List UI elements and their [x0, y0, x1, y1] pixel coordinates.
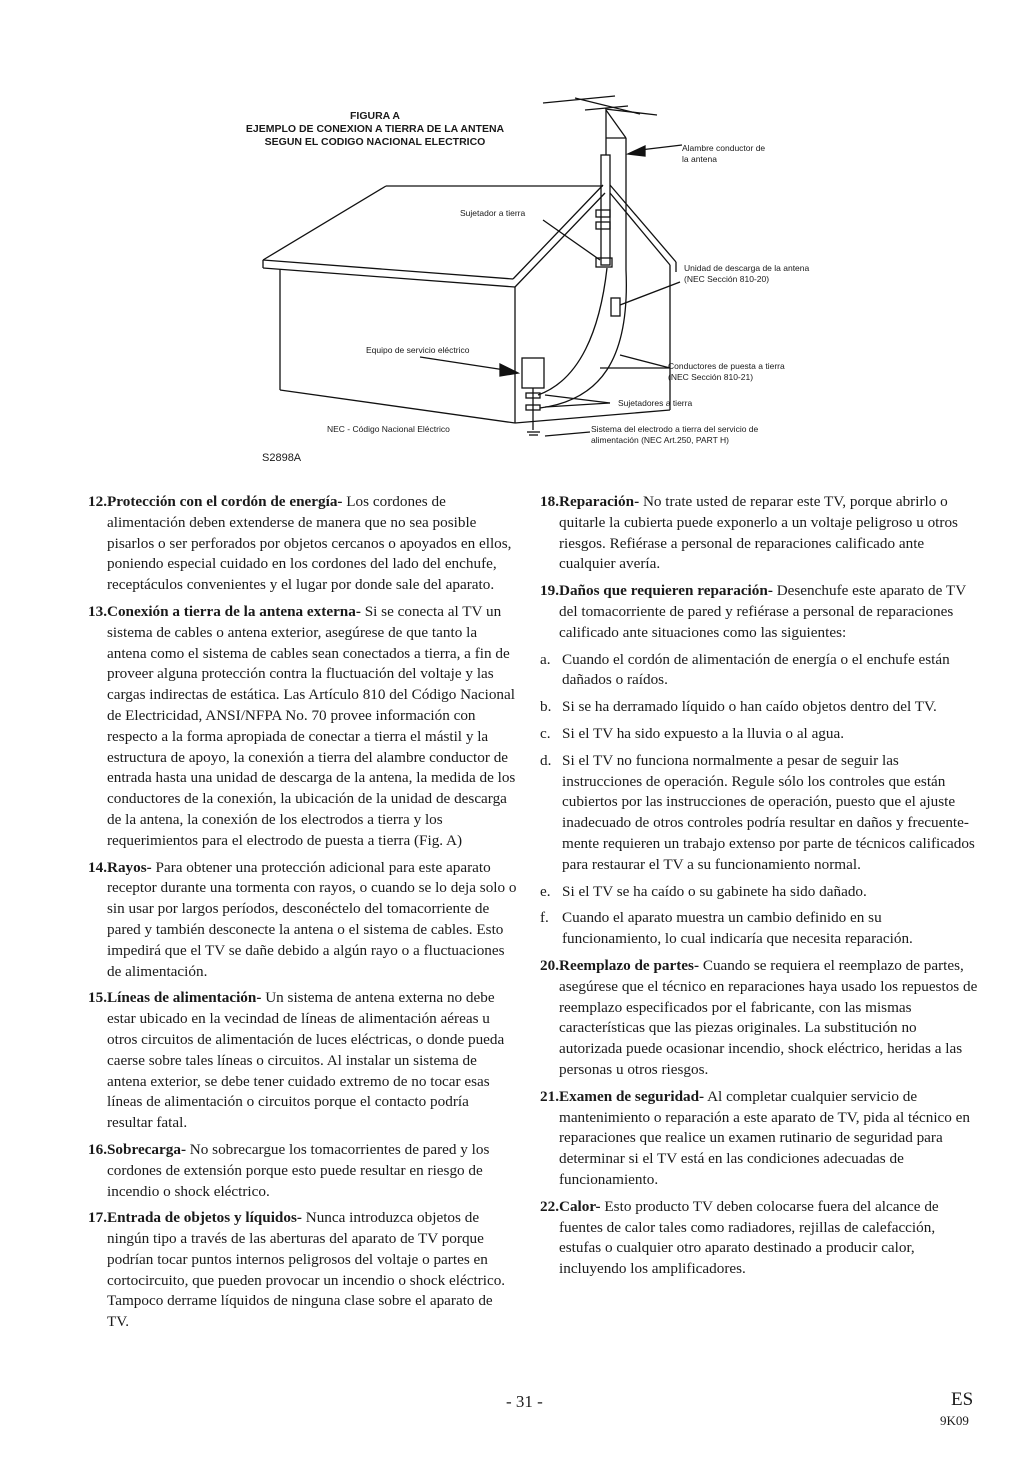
label-electrode-system — [591, 424, 758, 446]
sub-item-text: Si se ha derramado líquido o han caído objetos dentro del TV. — [562, 698, 937, 716]
left-column — [88, 492, 518, 1339]
item-body: Esto producto TV deben colocarse fuera del alcance de fuentes de calor tales como radiadores, rejillas de calefacción, estufas o cualquier otro aparato destinado a producir calor, incluyendo los amplificadores. — [559, 1197, 939, 1278]
sub-item-e — [540, 882, 980, 903]
sub-item-letter: c. — [540, 724, 551, 742]
item-body: Cuando se requiera el reemplazo de partes, asegúrese que el técnico en reparaciones haya usado los repuestos de reemplazo especificados por el fabricante, con las mismas características que las piezas originales. La substitución no autorizada puede ocasionar incendio, shock eléctrico, heridas a las personas u otros riesgos. — [559, 956, 978, 1078]
item-number: 16. — [88, 1140, 107, 1158]
label-line: (NEC Sección 810-20) — [684, 274, 770, 284]
sub-item-text: Si el TV se ha caído o su gabinete ha sido dañado. — [562, 882, 867, 900]
sub-item-text: Cuando el cordón de alimentación de energía o el enchufe están dañados o raídos. — [562, 650, 950, 689]
item-number: 14. — [88, 858, 107, 876]
item-number: 17. — [88, 1209, 107, 1227]
figure-title-line: EJEMPLO DE CONEXION A TIERRA DE LA ANTENA — [245, 123, 505, 135]
item-number: 20. — [540, 956, 559, 974]
figure-title-line: SEGUN EL CODIGO NACIONAL ELECTRICO — [264, 136, 486, 148]
item-title: Sobrecarga- — [106, 1140, 186, 1158]
item-body: Nunca introduzca objetos de ningún tipo a través de las aberturas del aparato de TV porque podrían tocar puntos internos peligrosos del voltaje o partes en cortocircuito, que pueden provocar un incendio o shock eléctrico. Tampoco derrame líquidos de ninguna clase sobre el aparato de TV. — [107, 1209, 506, 1331]
item-18 — [540, 492, 980, 575]
label-line: la antena — [682, 154, 717, 164]
right-column — [540, 492, 980, 1286]
item-19 — [540, 581, 980, 643]
item-15 — [88, 988, 518, 1134]
item-12 — [88, 492, 518, 596]
sub-item-letter: e. — [540, 882, 551, 900]
item-title: Conexión a tierra de la antena externa- — [106, 602, 361, 620]
item-title: Líneas de alimentación- — [106, 989, 262, 1007]
item-16 — [88, 1140, 518, 1202]
figure-antenna-grounding — [0, 0, 1031, 480]
item-title: Calor- — [558, 1197, 601, 1215]
label-nec: NEC - Código Nacional Eléctrico — [327, 424, 450, 434]
language-code: ES — [951, 1389, 974, 1410]
item-13 — [88, 602, 518, 852]
item-body: Si se conecta al TV un sistema de cables o antena exterior, asegúrese de que tanto la antena como el sistema de cables sean conectados a tierra, a fin de proveer alguna protección contra la fluctuación del voltaje y las cargas indirectas de estática. Las Artículo 810 del Código Nacional de Electricidad, ANSI/NFPA No. 70 provee información con respecto a la forma apropiada de conectar a tierra el mástil y la estructura de apoyo, la conexión a tierra del alambre conductor de entrada hasta una unidad de descarga de la antena, la medida de los conductores de la conexión, la ubicación de la unidad de descarga de la antena, la conexión de los electrodos a tierra y los requerimientos para el electrodo de puesta a tierra (Fig. A) — [107, 602, 516, 849]
house-antenna-diagram — [0, 0, 1031, 480]
document-code: 9K09 — [940, 1413, 969, 1428]
item-title: Entrada de objetos y líquidos- — [106, 1209, 302, 1227]
page-number: - 31 - — [506, 1392, 543, 1411]
label-ground-clamp: Sujetador a tierra — [460, 208, 526, 218]
item-number: 15. — [88, 989, 107, 1007]
item-body: Para obtener una protección adicional para este aparato receptor durante una tormenta con rayos, o cuando se lo deja solo o sin usar por largos períodos, desconéctelo del tomacorriente de pared y también desconecte la antena o el sistema de cables. Esto impedirá que el TV se dañe debido a algún rayo o a fluctuaciones de alimentación. — [107, 858, 517, 980]
item-body: No sobrecargue los tomacorrientes de pared y los cordones de extensión porque esto puede resultar en riesgo de incendio o shock eléctrico. — [107, 1140, 490, 1200]
figure-title-line: FIGURA A — [350, 110, 400, 122]
sub-item-text: Si el TV ha sido expuesto a la lluvia o al agua. — [562, 724, 845, 742]
item-number: 21. — [540, 1087, 559, 1105]
sub-item-text: Cuando el aparato muestra un cambio definido en su funcionamiento, lo cual indicaría que necesita reparación. — [562, 909, 913, 948]
item-20 — [540, 956, 980, 1081]
label-line: Conductores de puesta a tierra — [668, 361, 785, 371]
sub-item-text: Si el TV no funciona normalmente a pesar de seguir las instrucciones de operación. Regule sólo los controles que están cubiertos por las instrucciones de operación, puesto que el ajuste inadecuado de otros controles podría resultar en daños y frecuente-mente requieren un trabajo extenso por parte de técnicos calificados para restaurar el TV a su funcionamiento normal. — [562, 751, 975, 873]
item-body: Al completar cualquier servicio de mantenimiento o reparación a este aparato de TV, pida al técnico en reparaciones que realice un examen rutinario de seguridad para determinar si el TV está en las condiciones adecuadas de funcionamiento. — [559, 1087, 971, 1188]
label-ground-clamps: Sujetadores a tierra — [618, 398, 693, 408]
sub-item-letter: d. — [540, 751, 552, 769]
sub-item-a — [540, 650, 980, 692]
item-title: Daños que requieren reparación- — [558, 582, 773, 600]
label-line: Alambre conductor de — [682, 143, 766, 153]
item-body: Un sistema de antena externa no debe estar ubicado en la vecindad de líneas de alimentación aéreas u otros circuitos de alimentación de luces eléctricas, o donde pueda caerse sobre tales líneas o circuitos. Al instalar un sistema de antena exterior, se debe tener cuidado extremo de no tocar esas líneas de alimentación o circuitos porque el contacto podría resultar fatal. — [107, 989, 505, 1132]
label-line: Unidad de descarga de la antena — [684, 263, 810, 273]
sub-item-c — [540, 724, 980, 745]
label-line: Sistema del electrodo a tierra del servicio de — [591, 424, 759, 434]
item-21 — [540, 1087, 980, 1191]
item-title: Protección con el cordón de energía- — [106, 493, 343, 510]
sub-item-f — [540, 908, 980, 950]
label-discharge-unit — [684, 263, 809, 285]
item-17 — [88, 1208, 518, 1333]
label-service-equipment: Equipo de servicio eléctrico — [366, 345, 470, 355]
item-body: Los cordones de alimentación deben extenderse de manera que no sea posible pisarlos o ser perforados por objetos cercanos o apoyados en ellos, poniendo especial cuidado en los cordones del lado del enchufe, receptáculos convenientes y el lugar por donde sale del aparato. — [107, 493, 512, 594]
item-title: Reparación- — [558, 493, 640, 510]
item-number: 12. — [88, 493, 107, 510]
item-title: Rayos- — [106, 858, 152, 876]
item-body: No trate usted de reparar este TV, porque abrirlo o quitarle la cubierta puede exponerlo a un voltaje peligroso u otros riesgos. Refiérase a personal de reparaciones calificado ante cualquier avería. — [559, 493, 958, 573]
sub-item-b — [540, 697, 980, 718]
item-number: 22. — [540, 1197, 559, 1215]
figure-code: S2898A — [262, 452, 302, 464]
item-title: Reemplazo de partes- — [558, 956, 700, 974]
sub-item-letter: b. — [540, 698, 552, 716]
label-grounding-conductors — [668, 361, 785, 383]
label-line: (NEC Sección 810-21) — [668, 372, 754, 382]
item-number: 18. — [540, 493, 559, 510]
item-number: 19. — [540, 582, 559, 600]
figure-title — [215, 110, 535, 149]
item-number: 13. — [88, 602, 107, 620]
item-body: Desenchufe este aparato de TV del tomacorriente de pared y refiérase a personal de reparaciones calificado ante situaciones como las siguientes: — [559, 582, 966, 641]
item-14 — [88, 858, 518, 983]
item-title: Examen de seguridad- — [558, 1087, 705, 1105]
label-line: alimentación (NEC Art.250, PART H) — [591, 435, 729, 445]
sub-item-d — [540, 751, 980, 876]
label-antenna-lead-wire — [682, 143, 765, 165]
sub-item-letter: f. — [540, 909, 549, 927]
item-22 — [540, 1197, 980, 1280]
sub-item-letter: a. — [540, 650, 551, 668]
